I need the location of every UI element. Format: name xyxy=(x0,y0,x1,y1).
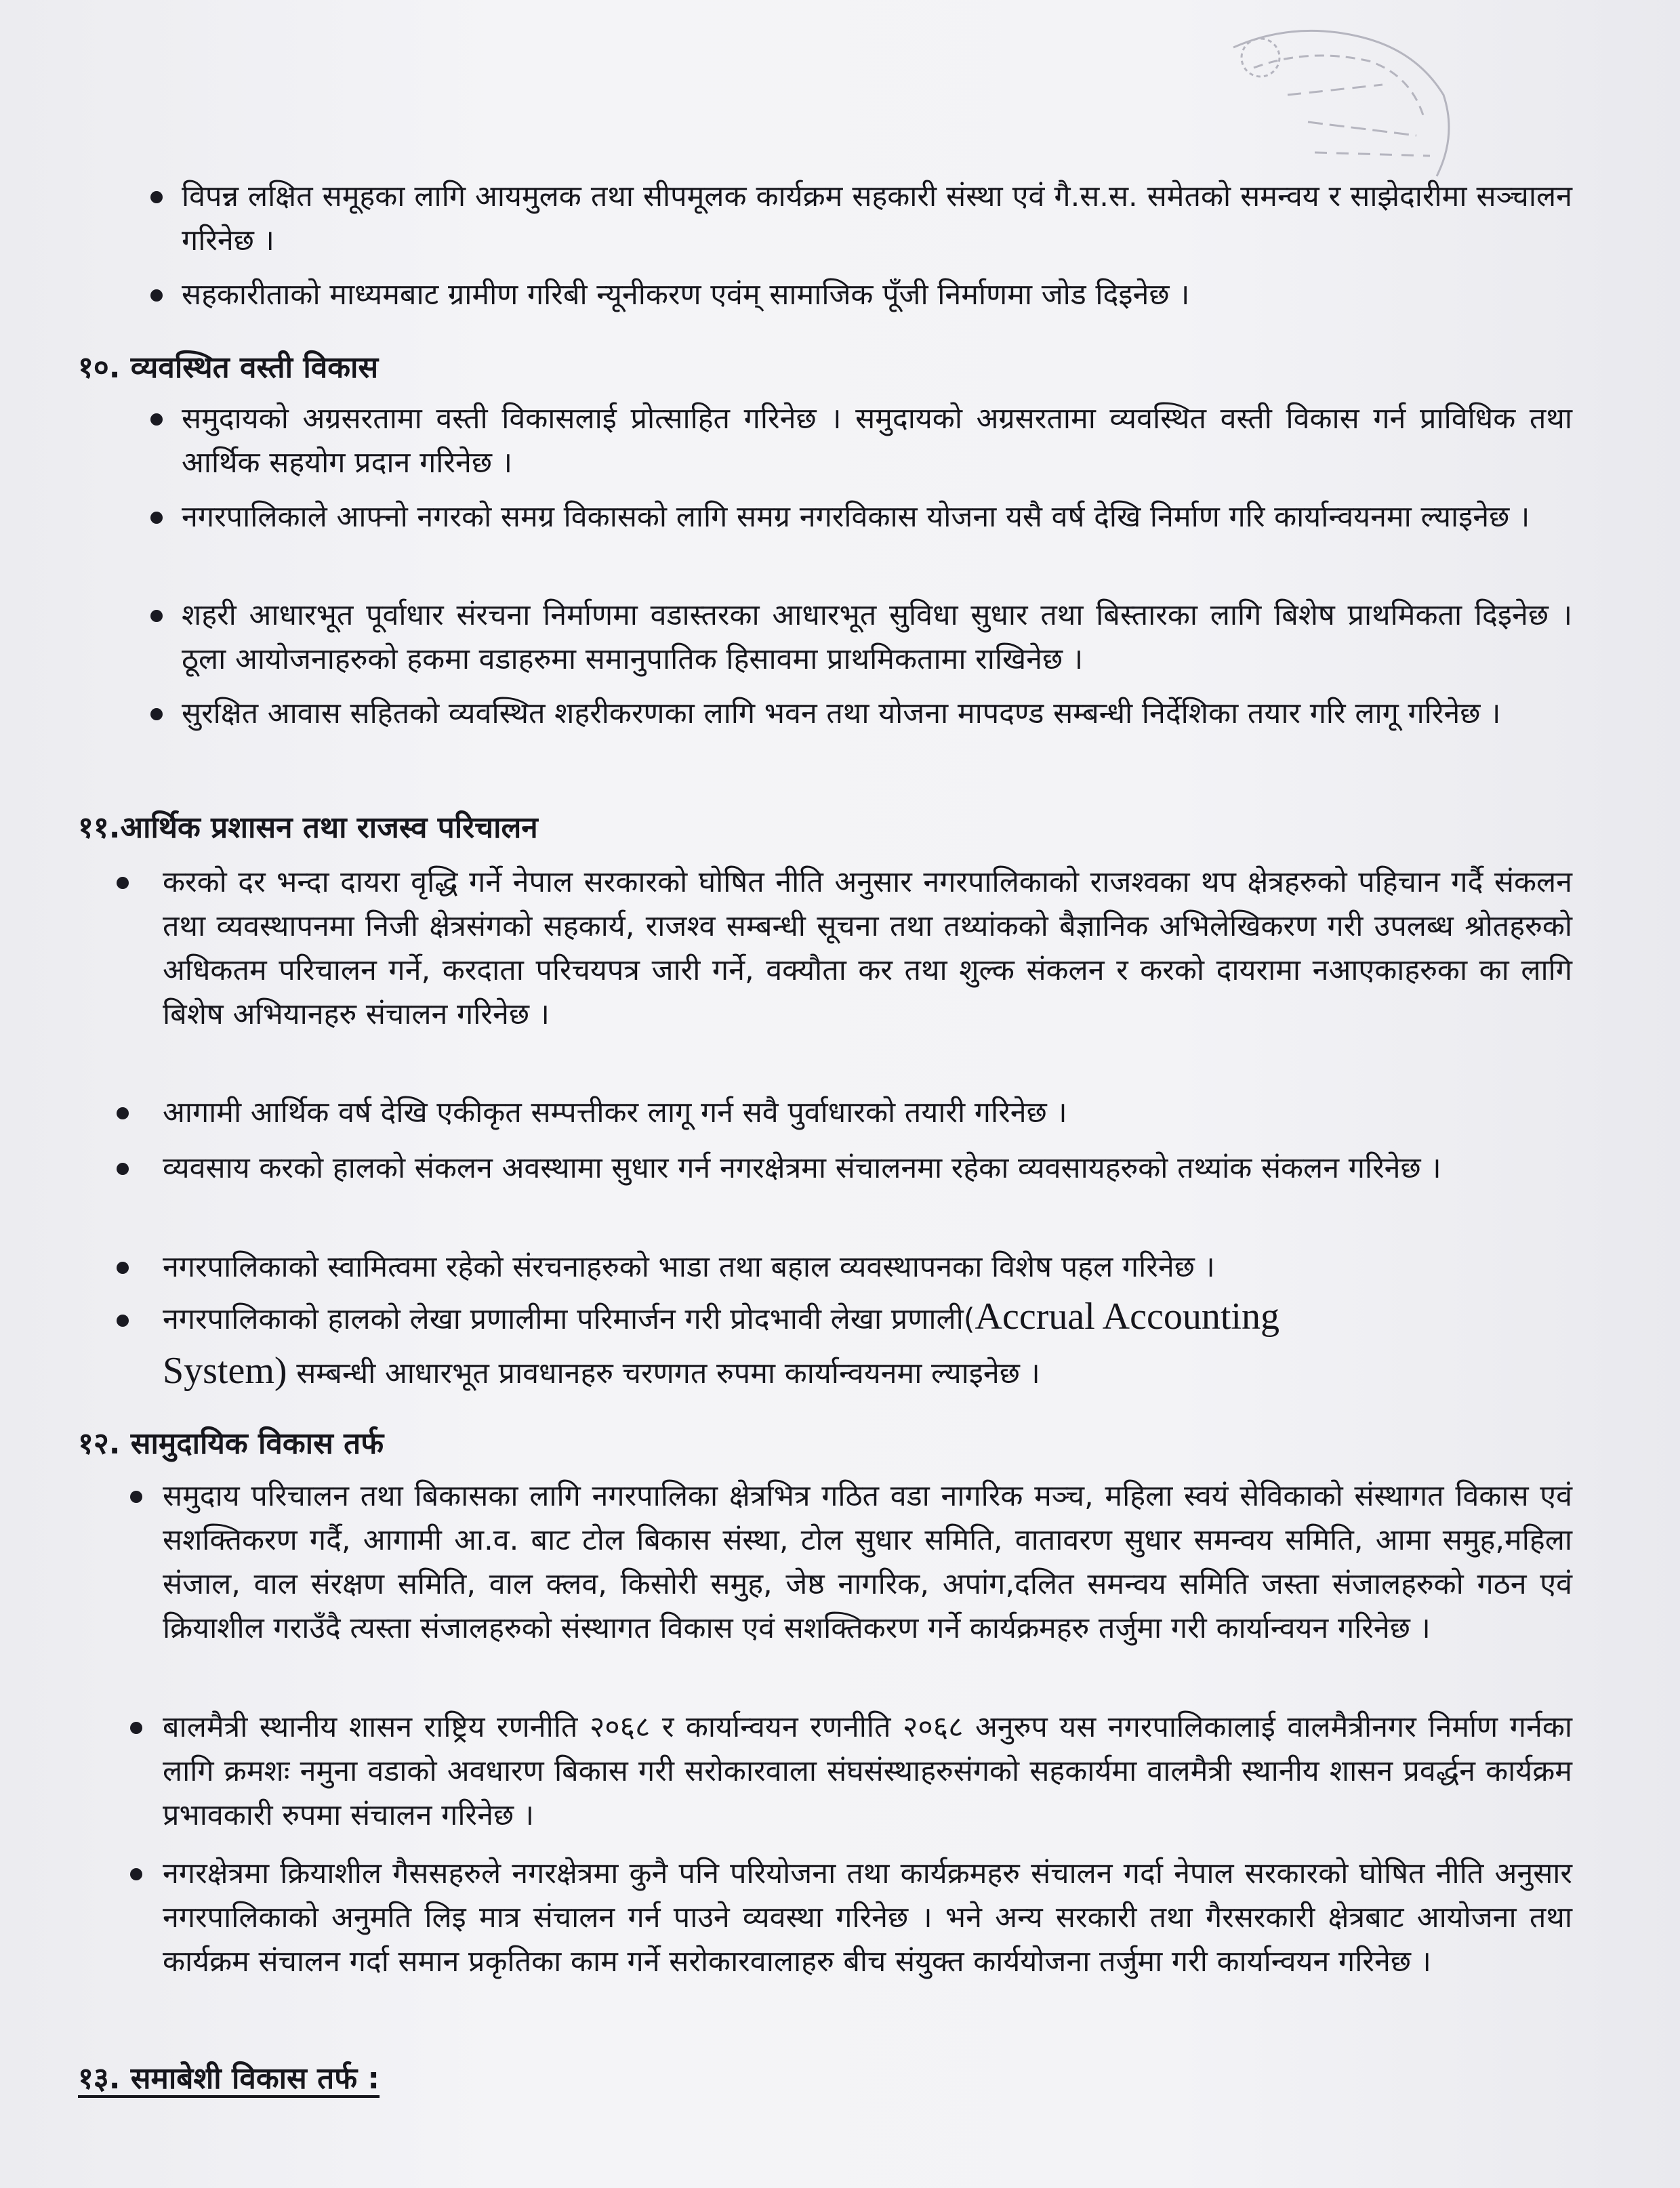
bullet-icon xyxy=(130,1868,142,1880)
bullet-icon xyxy=(117,1315,129,1327)
item-text: बालमैत्री स्थानीय शासन राष्ट्रिय रणनीति २०६८ र कार्यान्वयन रणनीति २०६८ अनुरुप यस नगरपालिकालाई वालमैत्रीनगर निर्माण गर्नका लागि क्रमशः नमुना वडाको अवधारण बिकास गरी सरोकारवाला संघसंस्थाहरुसंगको सहकार्यमा वालमैत्री स्थानीय शासन प्रवर्द्धन कार्यक्रम प्रभावकारी रुपमा संचालन गरिनेछ । xyxy=(163,1710,1572,1832)
bullet-icon xyxy=(150,413,163,426)
bullet-icon xyxy=(150,289,163,302)
item-text: विपन्न लक्षित समूहका लागि आयमुलक तथा सीपमूलक कार्यक्रम सहकारी संस्था एवं गै.स.स. समेतको समन्वय र साझेदारीमा सञ्चालन गरिनेछ । xyxy=(182,180,1572,257)
bullet-icon xyxy=(130,1722,142,1734)
bullet-icon xyxy=(150,191,163,203)
item-text: समुदायको अग्रसरतामा वस्ती विकासलाई प्रोत्साहित गरिनेछ । समुदायको अग्रसरतामा व्यवस्थित वस्ती विकास गर्न प्राविधिक तथा आर्थिक सहयोग प्रदान गरिनेछ । xyxy=(182,402,1572,480)
accrual-en-1: Accrual Accounting xyxy=(975,1296,1279,1338)
bullet-icon xyxy=(150,610,163,622)
section-heading-10: १०. व्यवस्थित वस्ती विकास xyxy=(78,350,379,385)
item-text: सहकारीताको माध्यमबाट ग्रामीण गरिबी न्यूनीकरण एवंम् सामाजिक पूँजी निर्माणमा जोड दिइनेछ । xyxy=(182,278,1190,312)
item-text: आगामी आर्थिक वर्ष देखि एकीकृत सम्पत्तीकर लागू गर्न सवै पुर्वाधारको तयारी गरिनेछ । xyxy=(163,1096,1067,1130)
section-heading-12: १२. सामुदायिक विकास तर्फ xyxy=(78,1426,384,1461)
bullet-icon xyxy=(130,1491,142,1503)
bullet-icon xyxy=(117,1262,129,1274)
accrual-before: नगरपालिकाको हालको लेखा प्रणालीमा परिमार्जन गरी प्रोदभावी लेखा प्रणाली( xyxy=(163,1302,975,1336)
item-text: समुदाय परिचालन तथा बिकासका लागि नगरपालिका क्षेत्रभित्र गठित वडा नागरिक मञ्च, महिला स्वयं सेविकाको संस्थागत विकास एवं सशक्तिकरण गर्दै, आगामी आ.व. बाट टोल बिकास संस्था, टोल सुधार समिति, वातावरण सुधार समन्वय समिति, आमा समुह,महिला संजाल, वाल संरक्षण समिति, वाल क्लव, किसोरी समुह, जेष्ठ नागरिक, अपांग,दलित समन्वय समिति जस्ता संजालहरुको गठन एवं क्रियाशील गराउँदै त्यस्ता संजालहरुको संस्थागत विकास एवं सशक्तिकरण गर्ने कार्यक्रमहरु तर्जुमा गरी कार्यान्वयन गरिनेछ । xyxy=(163,1479,1572,1645)
item-text: सुरक्षित आवास सहितको व्यवस्थित शहरीकरणका लागि भवन तथा योजना मापदण्ड सम्बन्धी निर्देशिका तयार गरि लागू गरिनेछ । xyxy=(182,697,1501,730)
item-text: करको दर भन्दा दायरा वृद्धि गर्ने नेपाल सरकारको घोषित नीति अनुसार नगरपालिकाको राजश्वका थप क्षेत्रहरुको पहिचान गर्दै संकलन तथा व्यवस्थापनमा निजी क्षेत्रसंगको सहकार्य, राजश्व सम्बन्धी सूचना तथा तथ्यांकको बैज्ञानिक अभिलेखिकरण गरी उपलब्ध श्रोतहरुको अधिकतम परिचालन गर्ने, करदाता परिचयपत्र जारी गर्ने, वक्यौता कर तथा शुल्क संकलन र करको दायरामा नआएकाहरुका का लागि बिशेष अभियानहरु संचालन गरिनेछ । xyxy=(163,865,1572,1031)
item-text-accrual xyxy=(163,1291,1572,1399)
accrual-en-2: System) xyxy=(163,1350,287,1392)
item-text: व्यवसाय करको हालको संकलन अवस्थामा सुधार गर्न नगरक्षेत्रमा संचालनमा रहेका व्यवसायहरुको तथ्यांक संकलन गरिनेछ । xyxy=(163,1151,1441,1185)
bullet-icon xyxy=(150,512,163,524)
bullet-icon xyxy=(117,877,129,889)
bullet-icon xyxy=(117,1163,129,1175)
bullet-icon xyxy=(117,1107,129,1119)
section-heading-11: ११.आर्थिक प्रशासन तथा राजस्व परिचालन xyxy=(78,810,538,845)
item-text: नगरपालिकाको स्वामित्वमा रहेको संरचनाहरुको भाडा तथा बहाल व्यवस्थापनका विशेष पहल गरिनेछ । xyxy=(163,1250,1215,1284)
item-text: नगरपालिकाले आफ्नो नगरको समग्र विकासको लागि समग्र नगरविकास योजना यसै वर्ष देखि निर्माण गरि कार्यान्वयनमा ल्याइनेछ । xyxy=(182,500,1530,534)
section-heading-13: १३. समाबेशी विकास तर्फ : xyxy=(78,2061,380,2096)
item-text: नगरक्षेत्रमा क्रियाशील गैससहरुले नगरक्षेत्रमा कुनै पनि परियोजना तथा कार्यक्रमहरु संचालन गर्दा नेपाल सरकारको घोषित नीति अनुसार नगरपालिकाको अनुमति लिइ मात्र संचालन गर्न पाउने व्यवस्था गरिनेछ । भने अन्य सरकारी तथा गैरसरकारी क्षेत्रबाट आयोजना तथा कार्यक्रम संचालन गर्दा समान प्रकृतिका काम गर्ने सरोकारवालाहरु बीच संयुक्त कार्ययोजना तर्जुमा गरी कार्यान्वयन गरिनेछ । xyxy=(163,1857,1572,1979)
accrual-after: सम्बन्धी आधारभूत प्रावधानहरु चरणगत रुपमा कार्यान्वयनमा ल्याइनेछ । xyxy=(287,1357,1040,1390)
item-text: शहरी आधारभूत पूर्वाधार संरचना निर्माणमा वडास्तरका आधारभूत सुविधा सुधार तथा बिस्तारका लागि बिशेष प्राथमिकता दिइनेछ । ठूला आयोजनाहरुको हकमा वडाहरुमा समानुपातिक हिसावमा प्राथमिकतामा राखिनेछ । xyxy=(182,598,1572,676)
bullet-icon xyxy=(150,708,163,720)
office-seal-stamp-icon xyxy=(1213,20,1471,190)
